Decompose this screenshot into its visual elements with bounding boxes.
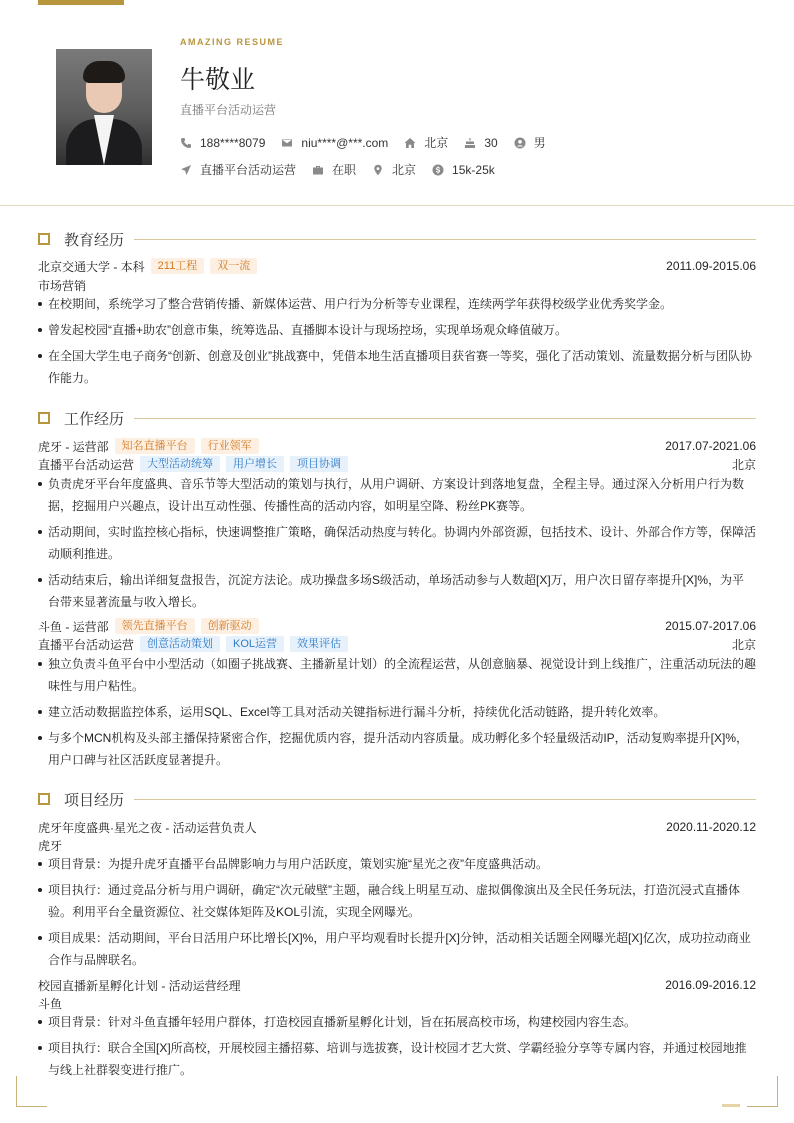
project-bullet: 项目执行：联合全国[X]所高校，开展校园主播招募、培训与选拔赛，设计校园才艺大赏、学霸经验分享等专属内容，并通过校园地推与线上社群裂变进行推广。: [48, 1037, 756, 1081]
location-pin-icon: [372, 164, 384, 176]
page-footer-mark: [722, 1104, 740, 1107]
skill-tag: 项目协调: [290, 456, 348, 472]
project-title: 虎牙年度盛典·星光之夜 - 活动运营负责人: [38, 820, 257, 835]
project-bullet: 项目背景：针对斗鱼直播年轻用户群体，打造校园直播新星孵化计划，旨在拓展高校市场，构建校园内容生态。: [48, 1011, 756, 1033]
project-date: 2020.11-2020.12: [666, 820, 756, 834]
project-date: 2016.09-2016.12: [665, 978, 756, 992]
resume-header: [0, 0, 794, 206]
user-circle-icon: [514, 137, 526, 149]
section-title-project: 项目经历: [38, 789, 756, 809]
skill-tag: KOL运营: [226, 636, 284, 652]
work-city: 北京: [731, 637, 756, 652]
skill-tag: 效果评估: [290, 636, 348, 652]
cake-icon: [464, 137, 476, 149]
gender-text: 男: [533, 136, 546, 150]
education-bullet: 曾发起校园“直播+助农”创意市集，统筹选品、直播脚本设计与现场控场，实现单场观众峰值破万。: [48, 319, 756, 341]
work-date: 2015.07-2017.06: [665, 619, 756, 633]
skill-tag: 创意活动策划: [140, 636, 220, 652]
section-marker-icon: [38, 233, 50, 245]
status-item: [312, 161, 356, 178]
project-header-row: [38, 818, 756, 836]
section-title-work: 工作经历: [38, 408, 756, 428]
send-icon: [180, 164, 192, 176]
work-role-row: [38, 455, 756, 473]
gender-item: [514, 134, 546, 151]
phone-icon: [180, 137, 192, 149]
work-role: 直播平台活动运营: [38, 637, 135, 652]
profile-photo: [56, 49, 152, 165]
company-name: 虎牙 - 运营部: [38, 439, 109, 454]
email-item: [281, 136, 388, 150]
company-tag: 领先直播平台: [115, 618, 195, 634]
project-bullet: 项目背景：为提升虎牙直播平台品牌影响力与用户活跃度，策划实施“星光之夜”年度盛典活动。: [48, 853, 756, 875]
home-item: [404, 134, 448, 151]
education-tag: 211工程: [151, 258, 205, 274]
intent-row: [180, 161, 511, 178]
project-bullet: 项目成果：活动期间，平台日活用户环比增长[X]%，用户平均观看时长提升[X]分钟，活动相关话题全网曝光超[X]亿次，成功拉动商业合作与品牌联名。: [48, 927, 756, 971]
work-header-row: [38, 437, 756, 455]
education-bullet: 在全国大学生电子商务“创新、创意及创业”挑战赛中，凭借本地生活直播项目获省赛一等奖，强化了活动策划、流量数据分析与团队协作能力。: [48, 345, 756, 389]
status-text: 在职: [332, 163, 357, 177]
company-tag: 创新驱动: [201, 618, 259, 634]
work-bullet: 活动期间，实时监控核心指标，快速调整推广策略，确保活动热度与转化。协调内外部资源，包括技术、设计、外部合作方等，保障活动顺利推进。: [48, 521, 756, 565]
company-tag: 知名直播平台: [115, 438, 195, 454]
briefcase-icon: [312, 164, 324, 176]
school-name: 北京交通大学 - 本科: [38, 259, 145, 274]
project-org: 虎牙: [38, 839, 63, 853]
phone-text: 188****8079: [200, 135, 266, 150]
company-tag: 行业领军: [201, 438, 259, 454]
section-marker-icon: [38, 412, 50, 424]
skill-tag: 用户增长: [226, 456, 284, 472]
work-bullet: 建立活动数据监控体系，运用SQL、Excel等工具对活动关键指标进行漏斗分析，持续优化活动链路，提升转化效率。: [48, 701, 756, 723]
education-major: 市场营销: [38, 279, 87, 293]
section-marker-icon: [38, 793, 50, 805]
home-text: 北京: [424, 136, 449, 150]
money-icon: [432, 164, 444, 176]
location-text: 北京: [392, 163, 417, 177]
phone-item: [180, 136, 265, 150]
location-item: [372, 161, 416, 178]
page-corner-decoration: [747, 1076, 778, 1107]
project-org: 斗鱼: [38, 997, 63, 1011]
age-item: [464, 136, 497, 150]
brand-label: AMAZING RESUME: [180, 37, 284, 47]
page-corner-decoration: [16, 1076, 47, 1107]
intent-text: 直播平台活动运营: [200, 163, 297, 177]
section-title-education: 教育经历: [38, 229, 756, 249]
education-header-row: [38, 257, 756, 275]
age-text: 30: [484, 135, 498, 150]
contact-row: [180, 134, 562, 151]
work-role-row: [38, 635, 756, 653]
education-bullet: 在校期间，系统学习了整合营销传播、新媒体运营、用户行为分析等专业课程，连续两学年获得校级学业优秀奖学金。: [48, 293, 756, 315]
salary-text: 15k-25k: [452, 162, 495, 177]
email-text: niu****@***.com: [301, 135, 389, 150]
work-bullet: 负责虎牙平台年度盛典、音乐节等大型活动的策划与执行，从用户调研、方案设计到落地复盘，全程主导。通过深入分析用户行为数据，挖掘用户兴趣点，设计出互动性强、传播性高的活动内容，如明星空降、粉丝PK赛等。: [48, 473, 756, 517]
work-bullet: 活动结束后，输出详细复盘报告，沉淀方法论。成功操盘多场S级活动，单场活动参与人数超[X]万，用户次日留存率提升[X]%，为平台带来显著流量与收入增长。: [48, 569, 756, 613]
company-name: 斗鱼 - 运营部: [38, 619, 109, 634]
project-header-row: [38, 976, 756, 994]
work-date: 2017.07-2021.06: [665, 439, 756, 453]
work-bullet: 与多个MCN机构及头部主播保持紧密合作，挖掘优质内容，提升活动内容质量。成功孵化多个轻量级活动IP，活动复购率提升[X]%，用户口碑与社区活跃度显著提升。: [48, 727, 756, 771]
project-title: 校园直播新星孵化计划 - 活动运营经理: [38, 978, 241, 993]
work-header-row: [38, 617, 756, 635]
mail-icon: [281, 137, 293, 149]
candidate-name: 牛敬业: [180, 66, 256, 94]
education-date: 2011.09-2015.06: [666, 259, 756, 273]
work-role: 直播平台活动运营: [38, 457, 135, 472]
work-bullet: 独立负责斗鱼平台中小型活动（如圈子挑战赛、主播新星计划）的全流程运营，从创意脑暴、视觉设计到上线推广，注重活动玩法的趣味性与用户粘性。: [48, 653, 756, 697]
intent-item: [180, 161, 296, 178]
salary-item: [432, 163, 495, 177]
education-tag: 双一流: [210, 258, 257, 274]
candidate-subtitle: 直播平台活动运营: [180, 103, 277, 117]
work-city: 北京: [731, 457, 756, 472]
home-icon: [404, 137, 416, 149]
skill-tag: 大型活动统筹: [140, 456, 220, 472]
project-bullet: 项目执行：通过竞品分析与用户调研，确定“次元破壁”主题，融合线上明星互动、虚拟偶像演出及全民任务玩法，打造沉浸式直播体验。利用平台全量资源位、社交媒体矩阵及KOL引流，实现全网曝光。: [48, 879, 756, 923]
